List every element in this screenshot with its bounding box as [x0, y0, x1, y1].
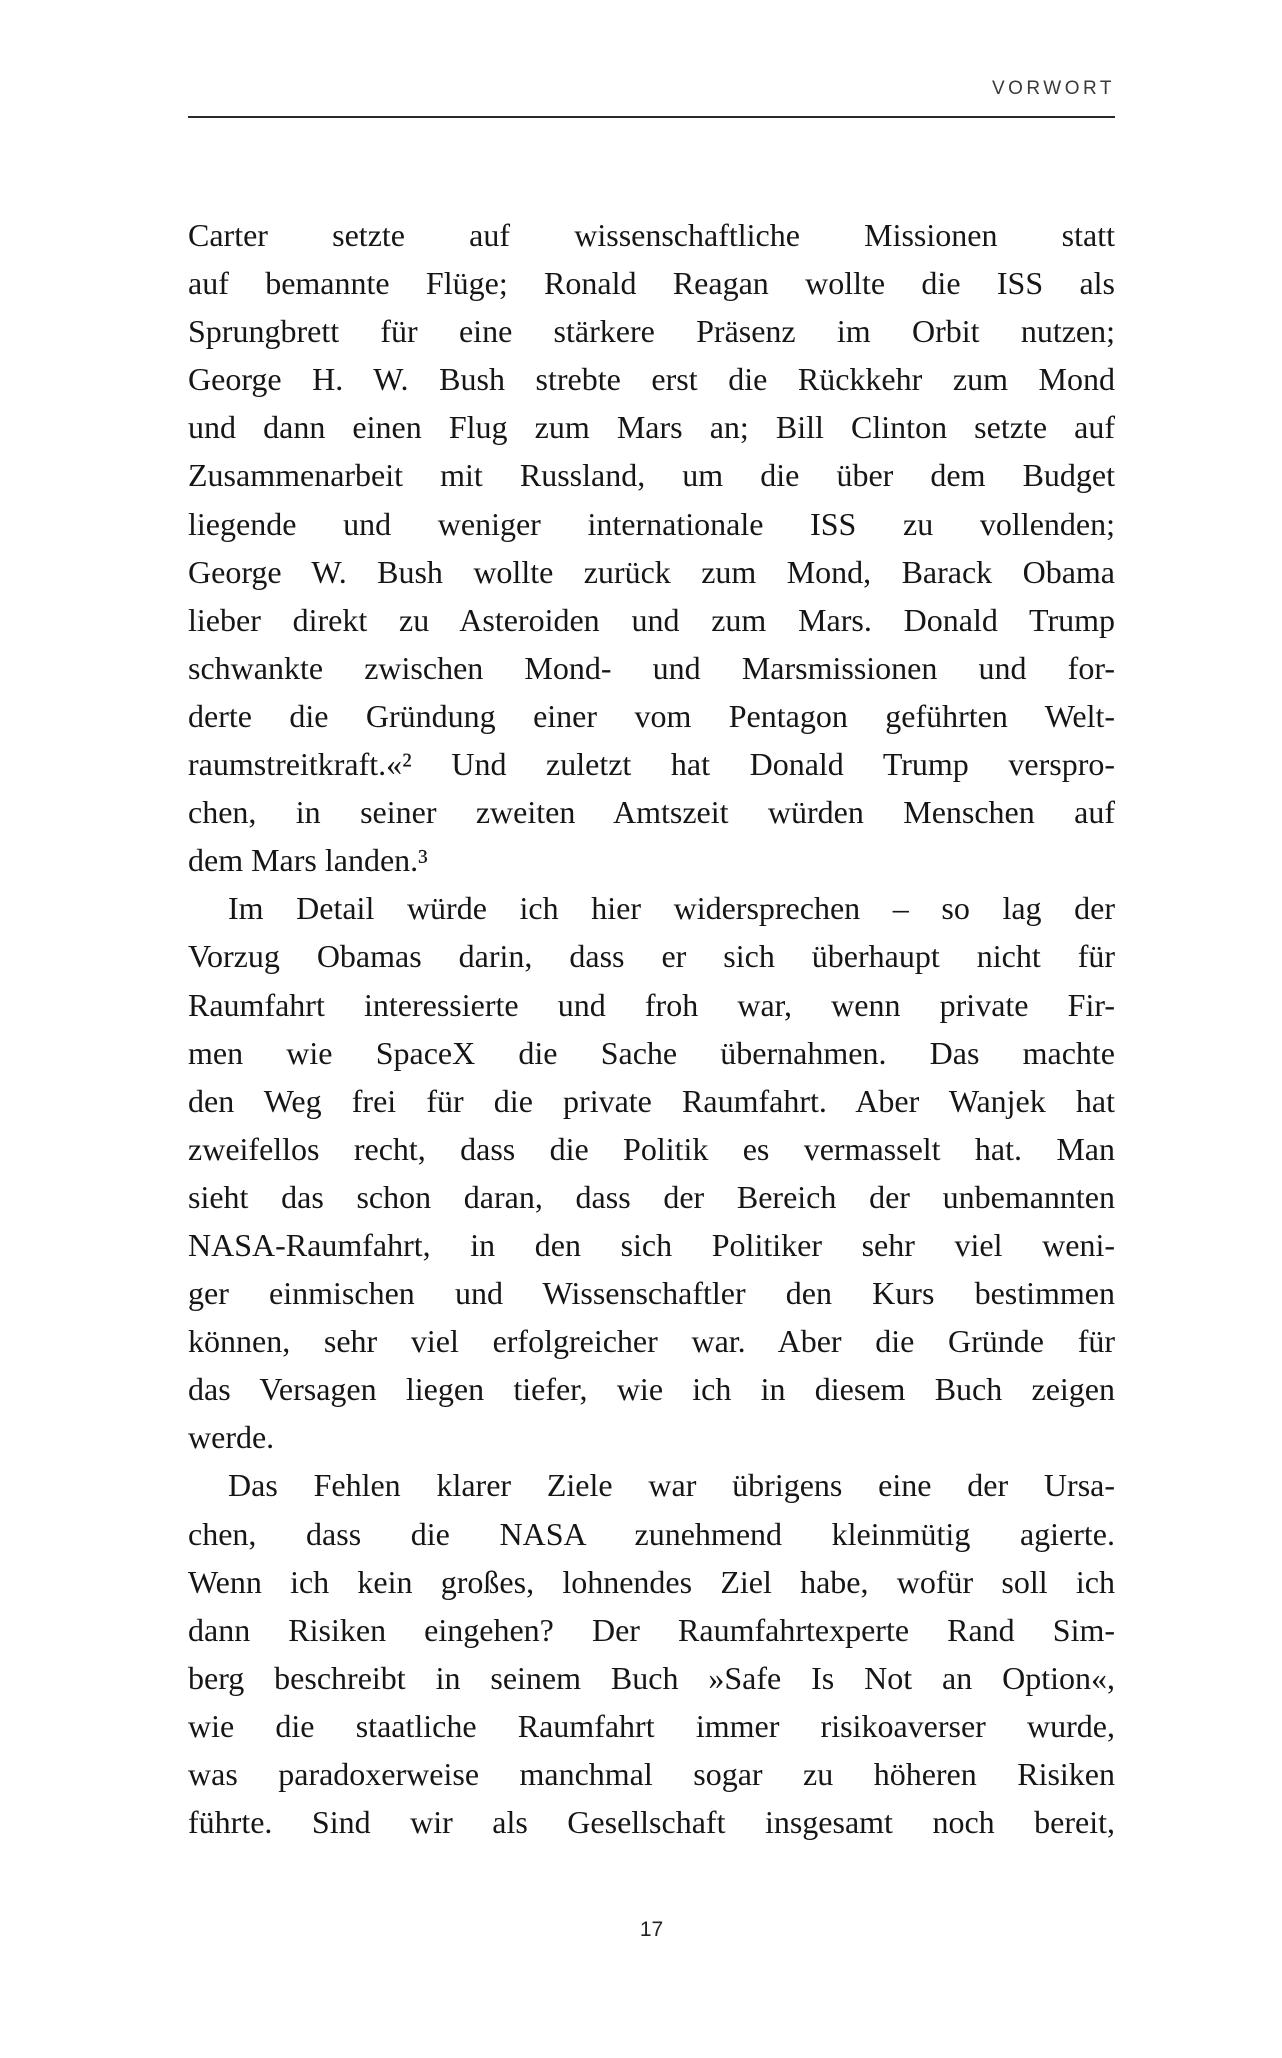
text-line: Das Fehlen klarer Ziele war übrigens eine der Ursa-	[228, 1467, 1115, 1504]
text-line: NASA-Raumfahrt, in den sich Politiker sehr viel weni-	[188, 1226, 1115, 1263]
text-line: wie die staatliche Raumfahrt immer risikoaverser wurde,	[188, 1707, 1115, 1744]
paragraph	[188, 884, 1115, 1461]
paragraph	[188, 1461, 1115, 1846]
text-line: lieber direkt zu Asteroiden und zum Mars. Donald Trump	[188, 601, 1115, 638]
text-line: derte die Gründung einer vom Pentagon geführten Welt-	[188, 697, 1115, 734]
text-line: sieht das schon daran, dass der Bereich der unbemannten	[188, 1178, 1115, 1215]
text-line: den Weg frei für die private Raumfahrt. Aber Wanjek hat	[188, 1082, 1115, 1119]
page-number: 17	[639, 1918, 664, 1941]
text-line: dann Risiken eingehen? Der Raumfahrtexperte Rand Sim-	[188, 1611, 1115, 1648]
paragraph	[188, 211, 1115, 884]
text-line: Carter setzte auf wissenschaftliche Missionen statt	[188, 217, 1115, 253]
text-line: men wie SpaceX die Sache übernahmen. Das machte	[188, 1034, 1115, 1071]
text-line: werde.	[188, 1419, 275, 1456]
text-line: auf bemannte Flüge; Ronald Reagan wollte die ISS als	[188, 265, 1115, 302]
text-line: ger einmischen und Wissenschaftler den Kurs bestimmen	[188, 1275, 1115, 1312]
text-line: führte. Sind wir als Gesellschaft insgesamt noch bereit,	[188, 1804, 1115, 1841]
text-line: Vorzug Obamas darin, dass er sich überhaupt nicht für	[188, 938, 1115, 975]
text-line: was paradoxerweise manchmal sogar zu höheren Risiken	[188, 1756, 1115, 1792]
text-line: Zusammenarbeit mit Russland, um die über dem Budget	[188, 457, 1115, 494]
text-line: liegende und weniger internationale ISS zu vollenden;	[188, 505, 1115, 542]
text-line: berg beschreibt in seinem Buch »Safe Is Not an Option«,	[188, 1659, 1115, 1696]
text-line: und dann einen Flug zum Mars an; Bill Clinton setzte auf	[188, 409, 1115, 446]
text-line: George W. Bush wollte zurück zum Mond, Barack Obama	[188, 553, 1115, 590]
text-line: können, sehr viel erfolgreicher war. Aber die Gründe für	[188, 1323, 1115, 1360]
text-line: dem Mars landen.³	[188, 842, 428, 879]
text-line: George H. W. Bush strebte erst die Rückkehr zum Mond	[188, 361, 1115, 398]
body-text	[188, 211, 1115, 1846]
header-rule	[188, 116, 1115, 118]
text-line: Im Detail würde ich hier widersprechen – so lag der	[228, 890, 1115, 927]
text-line: Sprungbrett für eine stärkere Präsenz im Orbit nutzen;	[188, 313, 1115, 350]
text-line: das Versagen liegen tiefer, wie ich in diesem Buch zeigen	[188, 1371, 1115, 1408]
text-line: Raumfahrt interessierte und froh war, wenn private Fir-	[188, 986, 1115, 1023]
text-line: Wenn ich kein großes, lohnendes Ziel habe, wofür soll ich	[188, 1563, 1115, 1600]
text-line: chen, in seiner zweiten Amtszeit würden Menschen auf	[188, 794, 1115, 831]
text-line: zweifellos recht, dass die Politik es vermasselt hat. Man	[188, 1130, 1115, 1167]
text-line: schwankte zwischen Mond- und Marsmissionen und for-	[188, 649, 1115, 686]
running-head: VORWORT	[991, 78, 1115, 99]
text-line: raumstreitkraft.«² Und zuletzt hat Donald Trump verspro-	[188, 746, 1115, 783]
text-line: chen, dass die NASA zunehmend kleinmütig agierte.	[188, 1515, 1115, 1552]
